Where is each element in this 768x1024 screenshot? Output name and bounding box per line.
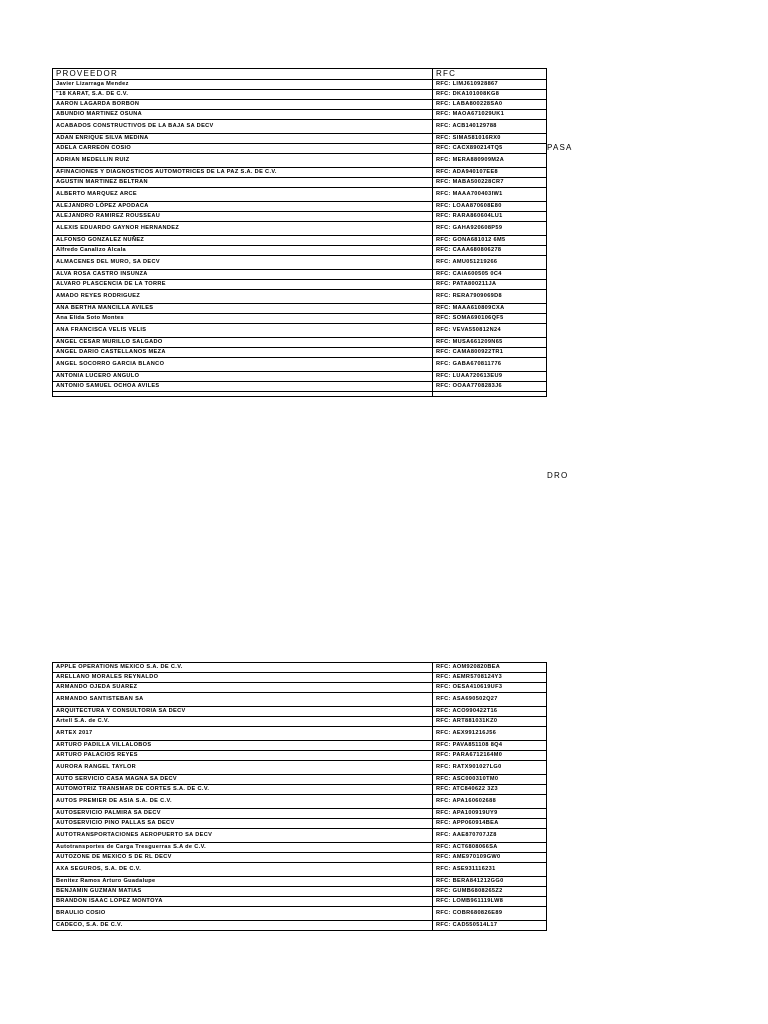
table-row	[53, 683, 547, 693]
provider-rfc: RFC: ASC000310TM0	[433, 775, 547, 785]
table-row	[53, 785, 547, 795]
provider-name: ANGEL SOCORRO GARCIA BLANCO	[53, 358, 433, 372]
provider-rfc: RFC: AME970109GW0	[433, 853, 547, 863]
table-row	[53, 324, 547, 338]
table-row	[53, 741, 547, 751]
provider-name: ADRIAN MEDELLIN RUIZ	[53, 154, 433, 168]
provider-rfc: RFC: SOMA690106QF5	[433, 314, 547, 324]
table-row	[53, 100, 547, 110]
provider-name: AUTOZONE DE MEXICO S DE RL DECV	[53, 853, 433, 863]
provider-name: AUTO SERVICIO CASA MAGNA SA DECV	[53, 775, 433, 785]
table-row	[53, 178, 547, 188]
provider-name: Javier Lizarraga Mendez	[53, 80, 433, 90]
provider-rfc: RFC: BERA841212GG0	[433, 877, 547, 887]
provider-rfc: RFC: CAAA680806278	[433, 246, 547, 256]
table-row	[53, 921, 547, 931]
provider-name: ALVARO PLASCENCIA DE LA TORRE	[53, 280, 433, 290]
provider-name: ADELA CARREON COSIO	[53, 144, 433, 154]
provider-rfc: RFC: CAMA800922TR1	[433, 348, 547, 358]
provider-rfc: RFC: SIMA581016RX0	[433, 134, 547, 144]
provider-table-1-body	[53, 69, 547, 397]
table-row	[53, 727, 547, 741]
table-row	[53, 717, 547, 727]
provider-name: AGUSTIN MARTINEZ BELTRAN	[53, 178, 433, 188]
provider-rfc: RFC: AEX991216J56	[433, 727, 547, 741]
table-row	[53, 775, 547, 785]
provider-rfc: RFC: PARA6712164M0	[433, 751, 547, 761]
table-row	[53, 246, 547, 256]
provider-rfc: RFC: CAIA600505 0C4	[433, 270, 547, 280]
provider-rfc: RFC: GAHA920608P59	[433, 222, 547, 236]
provider-name: ARTEX 2017	[53, 727, 433, 741]
spacer-cell	[53, 392, 433, 397]
table-row	[53, 693, 547, 707]
provider-rfc: RFC: ACT6808066SA	[433, 843, 547, 853]
provider-rfc: RFC: LABA800228SA0	[433, 100, 547, 110]
table-spacer-row	[53, 392, 547, 397]
provider-rfc: RFC: ART881031KZ0	[433, 717, 547, 727]
provider-name: ARTURO PALACIOS REYES	[53, 751, 433, 761]
provider-rfc: RFC: MAAA700403IW1	[433, 188, 547, 202]
provider-rfc: RFC: GABA670811776	[433, 358, 547, 372]
provider-rfc: RFC: GUMB6808265Z2	[433, 887, 547, 897]
side-note-dro: DRO	[547, 471, 569, 480]
provider-rfc: RFC: LOMB961119LW8	[433, 897, 547, 907]
provider-rfc: RFC: PAVA851108 8Q4	[433, 741, 547, 751]
provider-name: AUTOSERVICIO PALMIRA SA DECV	[53, 809, 433, 819]
provider-rfc: RFC: ASE931116231	[433, 863, 547, 877]
table-row	[53, 829, 547, 843]
table-row	[53, 120, 547, 134]
table-row	[53, 212, 547, 222]
provider-rfc: RFC: MERA880909M2A	[433, 154, 547, 168]
provider-name: ANA BERTHA MANCILLA AVILES	[53, 304, 433, 314]
provider-rfc: RFC: PATA800211JA	[433, 280, 547, 290]
table-header-row	[53, 69, 547, 80]
provider-name: ALEJANDRO LÓPEZ APODACA	[53, 202, 433, 212]
provider-rfc: RFC: RERA7909069D8	[433, 290, 547, 304]
provider-name: ANGEL DARIO CASTELLANOS MEZA	[53, 348, 433, 358]
table-row	[53, 707, 547, 717]
table-row	[53, 134, 547, 144]
provider-name: AMADO REYES RODRIGUEZ	[53, 290, 433, 304]
provider-name: ANTONIO SAMUEL OCHOA AVILES	[53, 382, 433, 392]
provider-table-2-body	[53, 663, 547, 931]
table-row	[53, 314, 547, 324]
provider-rfc: RFC: LUAA720613EU9	[433, 372, 547, 382]
provider-rfc: RFC: COBR680826E89	[433, 907, 547, 921]
provider-rfc: RFC: AOM920820BEA	[433, 663, 547, 673]
table-row	[53, 663, 547, 673]
table-row	[53, 853, 547, 863]
provider-name: Autotransportes de Carga Tresguerras S.A de C.V.	[53, 843, 433, 853]
spacer-cell	[433, 392, 547, 397]
table-row	[53, 154, 547, 168]
provider-name: ANTONIA LUCERO ANGULO	[53, 372, 433, 382]
provider-name: AXA SEGUROS, S.A. DE C.V.	[53, 863, 433, 877]
provider-name: ALEJANDRO RAMIREZ ROUSSEAU	[53, 212, 433, 222]
table-row	[53, 90, 547, 100]
provider-name: ARTURO PADILLA VILLALOBOS	[53, 741, 433, 751]
provider-rfc: RFC: APA160602688	[433, 795, 547, 809]
table-row	[53, 290, 547, 304]
provider-rfc: RFC: APP060914BEA	[433, 819, 547, 829]
provider-rfc: RFC: ACB140129788	[433, 120, 547, 134]
provider-rfc: RFC: GONA681012 6M5	[433, 236, 547, 246]
table-row	[53, 304, 547, 314]
table-row	[53, 907, 547, 921]
provider-name: ALFONSO GONZALEZ NUÑEZ	[53, 236, 433, 246]
provider-rfc: RFC: VEVA550812N24	[433, 324, 547, 338]
provider-rfc: RFC: OESA410619UF3	[433, 683, 547, 693]
provider-name: ABUNDIO MARTINEZ OSUNA	[53, 110, 433, 120]
table-row	[53, 795, 547, 809]
provider-name: ARMANDO SANTISTEBAN SA	[53, 693, 433, 707]
table-row	[53, 110, 547, 120]
provider-name: ARQUITECTURA Y CONSULTORIA SA DECV	[53, 707, 433, 717]
table-row	[53, 144, 547, 154]
provider-table-2	[52, 662, 547, 931]
provider-name: ACABADOS CONSTRUCTIVOS DE LA BAJA SA DECV	[53, 120, 433, 134]
provider-name: ALVA ROSA CASTRO INSUNZA	[53, 270, 433, 280]
table-row	[53, 338, 547, 348]
table-row	[53, 382, 547, 392]
provider-table-1	[52, 68, 547, 397]
provider-name: AARON LAGARDA BORBON	[53, 100, 433, 110]
provider-name: Artell S.A. de C.V.	[53, 717, 433, 727]
provider-rfc: RFC: RARA860604LU1	[433, 212, 547, 222]
provider-name: ANA FRANCISCA VELIS VELIS	[53, 324, 433, 338]
provider-name: "18 KARAT, S.A. DE C.V.	[53, 90, 433, 100]
provider-rfc: RFC: ATC840622 3Z3	[433, 785, 547, 795]
table-row	[53, 168, 547, 178]
provider-rfc: RFC: ACO990422T16	[433, 707, 547, 717]
provider-name: AFINACIONES Y DIAGNOSTICOS AUTOMOTRICES DE LA PAZ S.A. DE C.V.	[53, 168, 433, 178]
provider-name: BRANDON ISAAC LOPEZ MONTOYA	[53, 897, 433, 907]
provider-rfc: RFC: LOAA870608E80	[433, 202, 547, 212]
provider-rfc: RFC: MABA500228CR7	[433, 178, 547, 188]
provider-name: ANGEL CESAR MURILLO SALGADO	[53, 338, 433, 348]
provider-name: BENJAMIN GUZMAN MATIAS	[53, 887, 433, 897]
table-row	[53, 761, 547, 775]
provider-name: ALEXIS EDUARDO GAYNOR HERNANDEZ	[53, 222, 433, 236]
table-row	[53, 80, 547, 90]
table-row	[53, 222, 547, 236]
provider-name: BRAULIO COSIO	[53, 907, 433, 921]
provider-rfc: RFC: LIMJ610928867	[433, 80, 547, 90]
provider-name: Alfredo Canalizo Alcala	[53, 246, 433, 256]
provider-rfc: RFC: CACX890214TQ5	[433, 144, 547, 154]
provider-rfc: RFC: MAAA610809CXA	[433, 304, 547, 314]
provider-name: ALBERTO MARQUEZ ARCE	[53, 188, 433, 202]
table-row	[53, 348, 547, 358]
table-row	[53, 358, 547, 372]
provider-name: ARELLANO MORALES REYNALDO	[53, 673, 433, 683]
table-row	[53, 188, 547, 202]
table-row	[53, 280, 547, 290]
table-row	[53, 236, 547, 246]
provider-name: ARMANDO OJEDA SUAREZ	[53, 683, 433, 693]
table-row	[53, 877, 547, 887]
provider-rfc: RFC: OOAA7708283J6	[433, 382, 547, 392]
provider-name: CADECO, S.A. DE C.V.	[53, 921, 433, 931]
table-row	[53, 202, 547, 212]
provider-rfc: RFC: CAD550514L17	[433, 921, 547, 931]
provider-name: Benitez Ramos Arturo Guadalupe	[53, 877, 433, 887]
provider-rfc: RFC: MUSA661209N65	[433, 338, 547, 348]
table-row	[53, 270, 547, 280]
table-row	[53, 863, 547, 877]
header-proveedor: PROVEEDOR	[53, 69, 433, 80]
table-row	[53, 809, 547, 819]
provider-name: APPLE OPERATIONS MEXICO S.A. DE C.V.	[53, 663, 433, 673]
provider-name: AURORA RANGEL TAYLOR	[53, 761, 433, 775]
provider-name: AUTOTRANSPORTACIONES AEROPUERTO SA DECV	[53, 829, 433, 843]
provider-rfc: RFC: RATX901027LG0	[433, 761, 547, 775]
provider-rfc: RFC: APA100919UY9	[433, 809, 547, 819]
table-row	[53, 256, 547, 270]
table-row	[53, 819, 547, 829]
provider-rfc: RFC: MAOA671029UK1	[433, 110, 547, 120]
side-note-pasa: PASA	[547, 143, 573, 152]
provider-name: ADAN ENRIQUE SILVA MEDINA	[53, 134, 433, 144]
provider-name: AUTOMOTRIZ TRANSMAR DE CORTES S.A. DE C.V.	[53, 785, 433, 795]
table-row	[53, 887, 547, 897]
provider-rfc: RFC: AEMR5708124Y3	[433, 673, 547, 683]
provider-rfc: RFC: AAE870707JZ8	[433, 829, 547, 843]
table-row	[53, 372, 547, 382]
provider-rfc: RFC: DKA101008KG8	[433, 90, 547, 100]
provider-name: Ana Elida Soto Montes	[53, 314, 433, 324]
provider-name: AUTOS PREMIER DE ASIA S.A. DE C.V.	[53, 795, 433, 809]
provider-rfc: RFC: AMU051219266	[433, 256, 547, 270]
provider-rfc: RFC: ASA690502Q27	[433, 693, 547, 707]
table-row	[53, 673, 547, 683]
provider-name: ALMACENES DEL MURO, SA DECV	[53, 256, 433, 270]
provider-rfc: RFC: ADA940107EE8	[433, 168, 547, 178]
table-row	[53, 751, 547, 761]
table-row	[53, 897, 547, 907]
provider-name: AUTOSERVICIO PINO PALLAS SA DECV	[53, 819, 433, 829]
table-row	[53, 843, 547, 853]
header-rfc: RFC	[433, 69, 547, 80]
